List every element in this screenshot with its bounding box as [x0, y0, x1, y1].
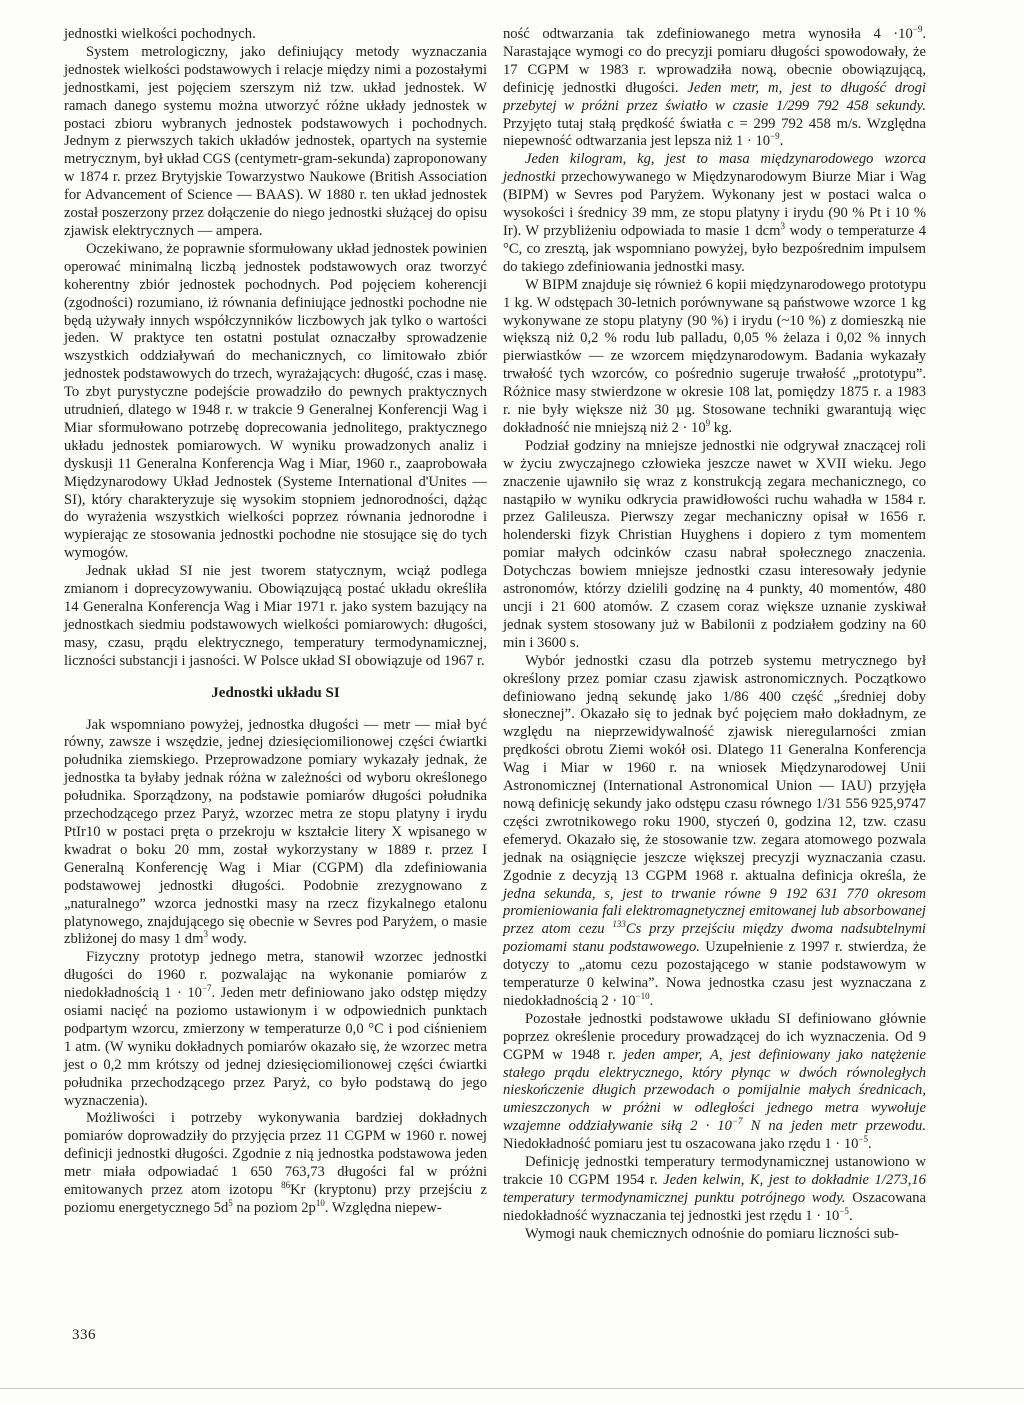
text-run: Jednak układ SI nie jest tworem statycznym, wciąż podlega zmianom i doprecyzowywaniu. Obowiązującą postać układu określiła 14 Generalna Konferencja Wag i Miar 1971 r. jako system bazujący na jednostkach siedmiu podstawowych wielkości pomiarowych: długości, masy, czasu, prądu elektrycznego, temperatury termodynamicznej, liczności substancji i jasności. W Polsce układ SI obowiązuje od 1967 r. [64, 563, 487, 669]
text-run: . [868, 1136, 872, 1153]
superscript: −7 [201, 983, 212, 994]
text-run: przechowywanego w Międzynarodowym Biurze Miar i Wag (BIPM) w Sevres pod Paryżem. Wykonany jest w postaci walca o wysokości i średnicy 39 mm, ze stopu platyny i irydu (90 % Pt i 10 % Ir). W przybliżeniu odpowiada to masie 1 dcm [503, 169, 926, 239]
italic-definition: Jeden kelwin, K, jest to dokładnie 1/273,16 temperatury termodynamicznej punktu potrójnego wody. [503, 1172, 926, 1206]
paragraph [503, 1226, 926, 1244]
paragraph [64, 26, 487, 44]
text-run: . Względna niepew- [324, 1200, 442, 1216]
text-run: Przyjęto tutaj stałą prędkość światła c = 299 792 458 m/s. Względna niepewność odtwarzania jest lepsza niż 1 · 10 [503, 115, 926, 150]
text-run: Jak wspomniano powyżej, jednostka długości — metr — miał być równy, zawsze i wszędzie, jednej dziesięciomilionowej części ćwiartki południka ziemskiego. Przeprowadzone pomiary wykazały jednak, że jednostka ta byłaby jednak różna w zależności od wyboru określonego południka. Sporządzony, na podstawie pomiarów długości południka przechodzącego przez Paryż, wzorzec metra ze stopu platyny i irydu PtIr10 w postaci pręta o przekroju w kształcie litery X wpisanego w kwadrat o boku 20 mm, został wykorzystany w 1889 r. przez I Generalną Konferencję Wag i Miar (CGPM) dla zdefiniowania podstawowej jednostki długości. Podobnie zrezygnowano z „naturalnego” wzorca jednostki masy na rzecz fizykalnego etalonu platynowego, znajdującego się obecnie w Sevres pod Paryżem, o masie zbliżonej do masy 1 dm [64, 716, 487, 948]
text-run: Niedokładność pomiaru jest tu oszacowana jako rzędu 1 · 10 [503, 1136, 859, 1153]
text-run: . [649, 992, 654, 1009]
paragraph [64, 241, 487, 563]
left-column [64, 26, 487, 1218]
text-run: Wymogi nauk chemicznych odnośnie do pomiaru liczności sub- [525, 1225, 900, 1242]
text-run: W BIPM znajduje się również 6 kopii międzynarodowego prototypu 1 kg. W odstępach 30-letnich porównywane są państwowe wzorce 1 kg wykonywane ze stopu platyny (90 %) i irydu (~10 %) z domieszką nie większą niż 0,2 % rodu lub palladu, 0,05 % żelaza i 0,02 % innych pierwiastków — ze wzorcem międzynarodowym. Badania wykazały trwałość tych wzorców, co pośrednio sugeruje trwałość „prototypu”. Różnice masy stwierdzone w okresie 108 lat, pomiędzy 1875 r. a 1983 r. nie były większe niż 30 µg. Stosowane techniki gwarantują więc dokładność nie mniejszą niż 2 · 10 [503, 276, 926, 436]
superscript: −9 [912, 24, 923, 35]
italic-definition: jedna sekunda, s, jest to trwanie równe 9 192 631 770 okresom promieniowania fali elektromagnetycznej emitowanej lub absorbowanej przez atom cezu [503, 885, 926, 938]
text-run: Fizyczny prototyp jednego metra, stanowił wzorzec jednostki długości do 1960 r. pozwalając na wykonanie pomiarów z niedokładnością 1 · 10 [64, 949, 487, 1002]
section-heading: Jednostki układu SI [211, 684, 340, 701]
text-run: . [779, 133, 784, 150]
paragraph [64, 563, 487, 670]
italic-definition: Jeden metr, m, jest to długość drogi przebytej w próżni przez światło w czasie 1/299 792 458 sekundy. [503, 79, 927, 114]
text-run: jednostki wielkości pochodnych. [64, 26, 256, 42]
text-run: Uzupełnienie z 1997 r. stwierdza, że dotyczy to „atomu cezu pozostającego w stanie podstawowym w temperaturze 0 kelwina”. Nowa jednostka czasu jest wyznaczana z niedokładnością 2 · 10 [503, 939, 926, 1009]
paragraph [64, 1110, 487, 1217]
text-run: Kr (kryptonu) przy przejściu z poziomu energetycznego 5d [64, 1182, 487, 1216]
text-run: Pozostałe jednostki podstawowe układu SI definiowano głównie poprzez określenie procedury prowadzącej do ich wyznaczenia. Od 9 CGPM w 1948 r. [503, 1010, 926, 1063]
text-run: wody. [207, 931, 247, 948]
superscript: 86 [281, 1180, 291, 1191]
text-run: . [848, 1207, 853, 1224]
text-run: Oczekiwano, że poprawnie sformułowany układ jednostek powinien operować minimalną liczbą jednostek podstawowych oraz tworzyć koherentny zbiór jednostek pochodnych. Pod pojęciem koherencji (zgodności) rozumiano, iż równania definiujące jednostki pochodne nie będą używały innych współczynników liczbowych jak tylko o wartości jeden. W praktyce ten ostatni postulat oznaczałby sprowadzenie wszystkich oddziaływań do mechanicznych, co limitowało zbiór jednostek podstawowych do trzech, wyrażających: długość, czas i masę. To zbyt purystyczne podejście prowadziło do pewnych praktycznych utrudnień, dlatego w 1948 r. w trakcie 9 Generalnej Konferencji Wag i Miar sformułowano potrzebę doprecowania jednolitego, praktycznego układu jednostek pomiarowych. W wyniku prowadzonych analiz i dyskusji 11 Generalna Konferencja Wag i Miar, 1960 r., zaaprobowała Międzynarodowy Układ Jednostek (Systeme International d'Unites — SI), który charakteryzuje się wysokim stopniem jednorodności, dążąc do wyrażenia wszystkich wielkości poprzez równania jednorodne i wypierając ze stosowania jednostki pochodne nie stosujące się do tych wymogów. [64, 240, 487, 562]
italic-definition: Jeden kilogram, kg, jest to masa międzynarodowego wzorca jednostki [503, 151, 926, 186]
text-run: kg. [710, 419, 733, 436]
page-number: 336 [72, 1327, 96, 1343]
superscript: −9 [770, 131, 780, 142]
superscript: 3 [203, 929, 208, 940]
italic-definition: Cs przy przejściu między dwoma nadsubtelnymi poziomami stanu podstawowego. [503, 921, 926, 956]
superscript: −5 [858, 1134, 868, 1145]
text-run: wody o temperaturze 4 °C, co zresztą, jak wspomniano powyżej, było bezpośrednim impulsem do takiego zdefiniowania jednostki masy. [503, 222, 927, 275]
text-run: . Narastające wymogi co do precyzji pomiaru długości spowodowały, że 17 CGPM w 1983 r. wprowadziła nową, obecnie obowiązującą, definicję jednostki długości. [503, 26, 926, 96]
text-run: Oszacowana niedokładność wyznaczania tej jednostki jest rzędu 1 · 10 [503, 1189, 926, 1224]
superscript: 5 [228, 1198, 233, 1209]
paragraph [503, 1011, 926, 1154]
italic-definition: N na jeden metr przewodu. [742, 1118, 926, 1135]
text-run: . Jeden metr definiowano jako odstęp między osiami nacięć na poziomo ustawionym i w odpowiednich punktach podpartym wzorcu, zmierzony w temperaturze 0,0 °C i pod ciśnieniem 1 atm. (W wyniku dokładnych pomiarów okazało się, że wzorzec metra jest o 0,2 mm krótszy od jednej dziesięciomilionowej części ćwiartki południka przechodzącego przez Paryż, co było podstawą do jego wyznaczenia). [64, 985, 488, 1109]
superscript: −7 [731, 1116, 743, 1127]
paragraph [503, 26, 926, 151]
paragraph [64, 717, 487, 950]
superscript: 133 [612, 919, 626, 930]
text-run: Definicję jednostki temperatury termodynamicznej ustanowiono w trakcie 10 CGPM 1954 r. [503, 1154, 926, 1188]
paragraph [503, 151, 926, 276]
text-run: Podział godziny na mniejsze jednostki nie odgrywał znaczącej roli w życiu zwyczajnego człowieka jeszcze nawet w XVII wieku. Jego znaczenie ujawniło się wraz z konstrukcją zegara mechanicznego, co nastąpiło w wyniku odkrycia prawidłowości ruchu wahadła w 1584 r. przez Galileusza. Pierwszy zegar mechaniczny opisał w 1656 r. holenderski fizyk Christian Huyghens i dopiero z tym momentem pomiar małych odcinków czasu nabrał społecznego znaczenia. Dotychczas bowiem mniejsze jednostki czasu interesowały jedynie astronomów, którzy dzielili godzinę na 4 punkty, 40 momentów, 480 uncji i 21 600 atomów. Z czasem coraz większe uznanie zyskiwał jednak system stosowany już w Babilonii z podziałem godziny na 60 min i 3600 s. [503, 437, 926, 651]
paragraph [503, 438, 926, 653]
footer-divider [0, 1388, 1024, 1389]
paragraph [503, 1154, 926, 1226]
text-run: Wybór jednostki czasu dla potrzeb systemu metrycznego był określony przez pomiar czasu zjawisk astronomicznych. Początkowo definiowano jedną sekundę jako 1/86 400 część „średniej doby słonecznej”. Okazało się to jednak być pojęciem mało dokładnym, ze względu na nieprzewidywalność zjawisk nieregularności zmian prędkości obrotu Ziemi wokół osi. Dlatego 11 Generalna Konferencja Wag i Miar w 1960 r. na wniosek Międzynarodowej Unii Astronomicznej (International Astronomical Union — IAU) przyjęła nową definicję sekundy jako odstępu czasu równego 1/31 556 925,9747 części zwrotnikowego roku 1900, styczeń 0, godzina 12, tzw. czasu efemeryd. Okazało się, że stosowanie tzw. zegara atomowego pozwala jednak na osiągnięcie jeszcze większej precyzji wyznaczania czasu. Zgodnie z decyzją 13 CGPM 1968 r. aktualna definicja określa, że [503, 652, 926, 884]
paragraph [64, 949, 487, 1110]
text-run: Możliwości i potrzeby wykonywania bardziej dokładnych pomiarów doprowadziły do przyjęcia przez 11 CGPM w 1960 r. nowej definicji jednostki długości. Zgodnie z nią jednostka podstawowa jeden metr miała odpowiadać 1 650 763,73 długości fal w próżni emitowanych przez atom izotopu [64, 1110, 487, 1199]
paragraph [503, 653, 926, 1011]
section-heading-block [64, 685, 487, 703]
superscript: 9 [705, 418, 711, 429]
superscript: −10 [635, 991, 650, 1002]
superscript: −5 [839, 1205, 849, 1216]
paragraph [64, 44, 487, 241]
text-run: System metrologiczny, jako definiujący metody wyznaczania jednostek wielkości podstawowych i relacje między nimi a pozostałymi jednostkami, jest pojęciem szerszym niż tzw. układ jednostek. W ramach danego systemu można utworzyć różne układy jednostek w postaci zbioru wybranych jednostek podstawowych i pochodnych. Jednym z pierwszych takich układów jednostek, opartych na systemie metrycznym, był układ CGS (centymetr-gram-sekunda) zaproponowany w 1874 r. przez Brytyjskie Towarzystwo Naukowe (British Association for Advancement of Science — BAAS). W 1880 r. ten układ jednostek został poszerzony przez dołączenie do niego jednostki służącej do opisu zjawisk elektrycznych — ampera. [64, 43, 487, 239]
text-run: na poziom 2p [232, 1200, 316, 1216]
italic-definition: jeden amper, A, jest definiowany jako natężenie stałego prądu elektrycznego, który płynąc w dwóch równoległych nieskończenie długich przewodach o pomijalnie małych średnicach, umieszczonych w próżni w odległości jednego metra wywołuje wzajemne oddziaływanie siłą 2 · 10 [503, 1046, 926, 1135]
right-column [503, 26, 926, 1244]
paragraph [503, 277, 926, 438]
text-run: ność odtwarzania tak zdefiniowanego metra wynosiła 4 ·10 [503, 26, 913, 42]
superscript: 3 [780, 221, 785, 232]
superscript: 10 [315, 1198, 325, 1209]
